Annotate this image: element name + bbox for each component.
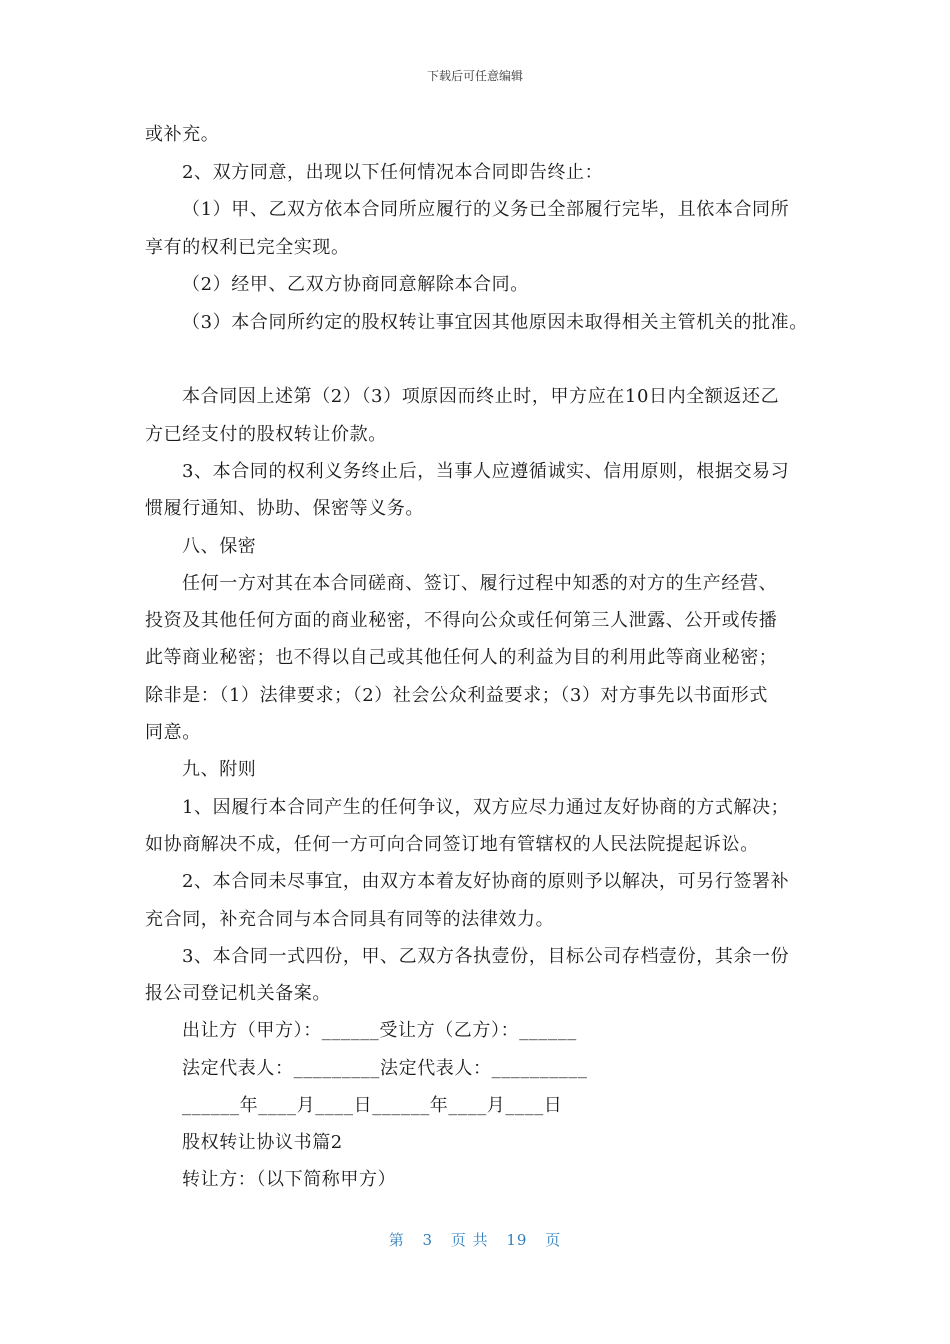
footer-ye: 页 xyxy=(545,1231,562,1249)
text-line: 投资及其他任何方面的商业秘密，不得向公众或任何第三人泄露、公开或传播 xyxy=(145,610,778,631)
text-line: （2）经甲、乙双方协商同意解除本合同。 xyxy=(182,274,529,295)
section-title: 股权转让协议书篇2 xyxy=(182,1132,343,1153)
text-line: 充合同，补充合同与本合同具有同等的法律效力。 xyxy=(145,909,555,930)
section-heading: 九、附则 xyxy=(182,759,257,780)
text-line: 任何一方对其在本合同磋商、签订、履行过程中知悉的对方的生产经营、 xyxy=(182,573,778,594)
text-line: 3、本合同一式四份，甲、乙双方各执壹份，目标公司存档壹份，其余一份 xyxy=(182,946,790,967)
text-line: 2、本合同未尽事宜，由双方本着友好协商的原则予以解决，可另行签署补 xyxy=(182,871,790,892)
date-line: ______年____月____日______年____月____日 xyxy=(182,1095,563,1116)
signature-line: 出让方（甲方）：______受让方（乙方）：______ xyxy=(182,1020,577,1041)
text-line: 同意。 xyxy=(145,722,201,743)
text-line: 此等商业秘密；也不得以自己或其他任何人的利益为目的利用此等商业秘密； xyxy=(145,647,778,668)
text-line: 2、双方同意，出现以下任何情况本合同即告终止： xyxy=(182,162,604,183)
text-line: 转让方：（以下简称甲方） xyxy=(182,1169,397,1190)
signature-line: 法定代表人：_________法定代表人：__________ xyxy=(182,1058,588,1079)
text-line: 本合同因上述第（2）（3）项原因而终止时，甲方应在10日内全额返还乙 xyxy=(182,386,780,407)
text-line: 报公司登记机关备案。 xyxy=(145,983,331,1004)
section-heading: 八、保密 xyxy=(182,536,257,557)
footer-di: 第 xyxy=(388,1231,405,1249)
text-line: 或补充。 xyxy=(145,124,220,145)
page-footer xyxy=(0,1229,950,1250)
footer-ye-gong: 页 共 xyxy=(450,1231,489,1249)
footer-total-pages: 19 xyxy=(506,1231,528,1249)
text-line: 1、因履行本合同产生的任何争议，双方应尽力通过友好协商的方式解决； xyxy=(182,797,790,818)
text-line: （3）本合同所约定的股权转让事宜因其他原因未取得相关主管机关的批准。 xyxy=(182,312,808,333)
text-line: 除非是：（1）法律要求；（2）社会公众利益要求；（3）对方事先以书面形式 xyxy=(145,685,768,706)
page-header: 下载后可任意编辑 xyxy=(426,69,523,83)
footer-page-number: 3 xyxy=(422,1231,434,1249)
text-line: 方已经支付的股权转让价款。 xyxy=(145,424,387,445)
text-line: 如协商解决不成，任何一方可向合同签订地有管辖权的人民法院提起诉讼。 xyxy=(145,834,759,855)
text-line: （1）甲、乙双方依本合同所应履行的义务已全部履行完毕，且依本合同所 xyxy=(182,199,790,220)
text-line: 3、本合同的权利义务终止后，当事人应遵循诚实、信用原则，根据交易习 xyxy=(182,461,790,482)
text-line: 惯履行通知、协助、保密等义务。 xyxy=(145,498,424,519)
text-line: 享有的权利已完全实现。 xyxy=(145,237,350,258)
